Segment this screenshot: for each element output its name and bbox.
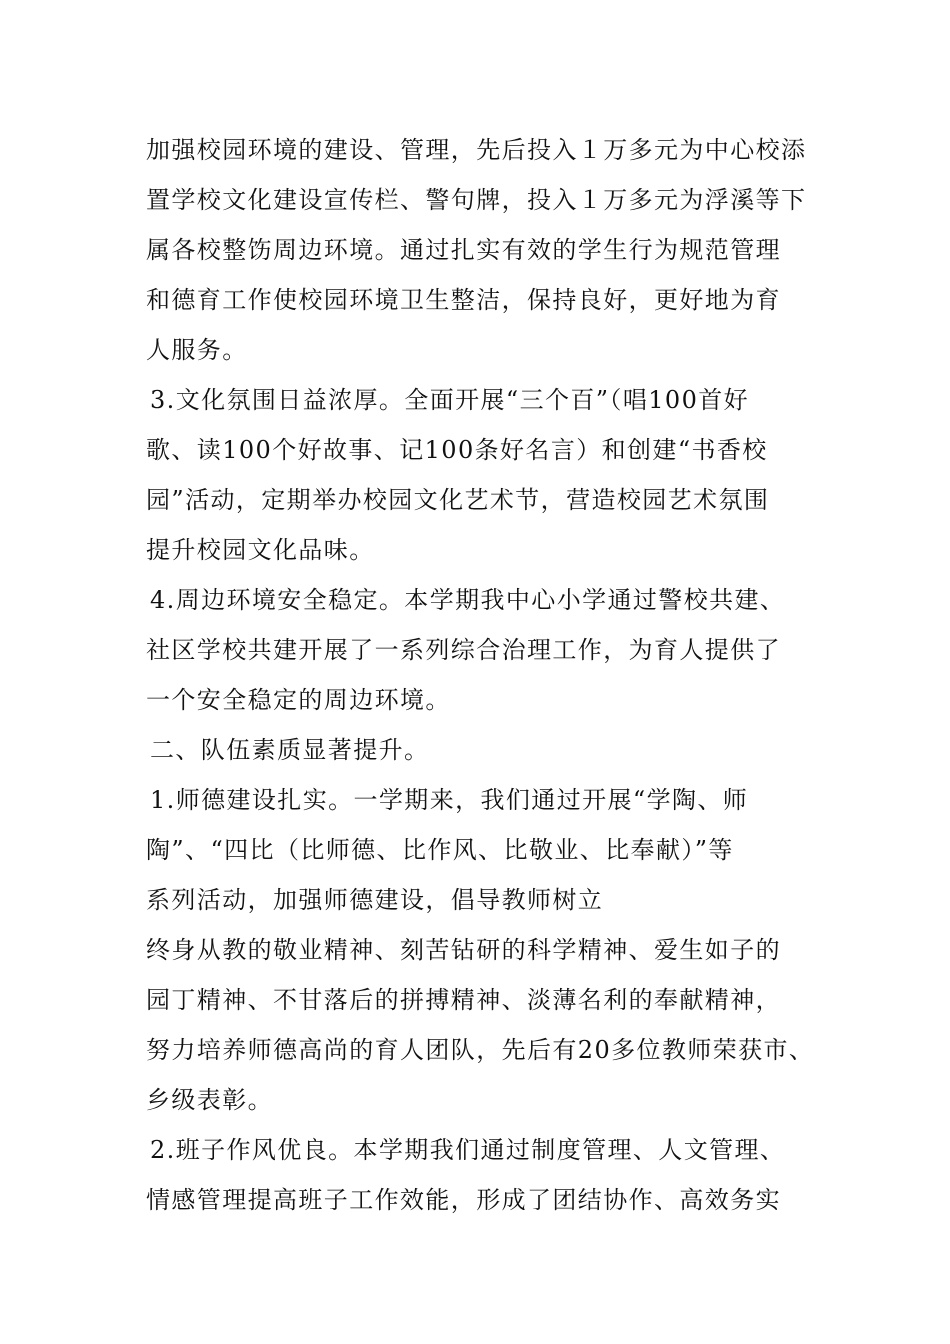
paragraph-line: 系列活动，加强师德建设，倡导教师树立 (146, 886, 604, 914)
paragraph-line: 一个安全稳定的周边环境。 (146, 686, 451, 714)
paragraph-line: 陶”、“四比（比师德、比作风、比敬业、比奉献）”等 (146, 836, 734, 864)
paragraph-line: 1.师德建设扎实。一学期来，我们通过开展“学陶、师 (150, 786, 749, 814)
paragraph-line: 置学校文化建设宣传栏、警句牌，投入１万多元为浮溪等下 (146, 186, 807, 214)
paragraph-line: 属各校整饬周边环境。通过扎实有效的学生行为规范管理 (146, 236, 781, 264)
paragraph-line: 人服务。 (146, 336, 248, 364)
paragraph-line: 歌、读100个好故事、记100条好名言）和创建“书香校 (146, 436, 768, 464)
section-heading: 二、队伍素质显著提升。 (150, 736, 430, 764)
paragraph-line: 和德育工作使校园环境卫生整洁，保持良好，更好地为育 (146, 286, 781, 314)
paragraph-line: 4.周边环境安全稳定。本学期我中心小学通过警校共建、 (150, 586, 786, 614)
paragraph-line: 3.文化氛围日益浓厚。全面开展“三个百”（唱100首好 (150, 386, 750, 414)
paragraph-line: 社区学校共建开展了一系列综合治理工作，为育人提供了 (146, 636, 781, 664)
paragraph-line: 加强校园环境的建设、管理，先后投入１万多元为中心校添 (146, 136, 807, 164)
paragraph-line: 2.班子作风优良。本学期我们通过制度管理、人文管理、 (150, 1136, 786, 1164)
paragraph-line: 终身从教的敬业精神、刻苦钻研的科学精神、爱生如子的 (146, 936, 781, 964)
paragraph-line: 努力培养师德高尚的育人团队，先后有20多位教师荣获市、 (146, 1036, 815, 1064)
paragraph-line: 园”活动，定期举办校园文化艺术节，营造校园艺术氛围 (146, 486, 770, 514)
paragraph-line: 情感管理提高班子工作效能，形成了团结协作、高效务实 (146, 1186, 781, 1214)
paragraph-line: 提升校园文化品味。 (146, 536, 375, 564)
paragraph-line: 园丁精神、不甘落后的拼搏精神、淡薄名利的奉献精神， (146, 986, 781, 1014)
paragraph-line: 乡级表彰。 (146, 1086, 273, 1114)
